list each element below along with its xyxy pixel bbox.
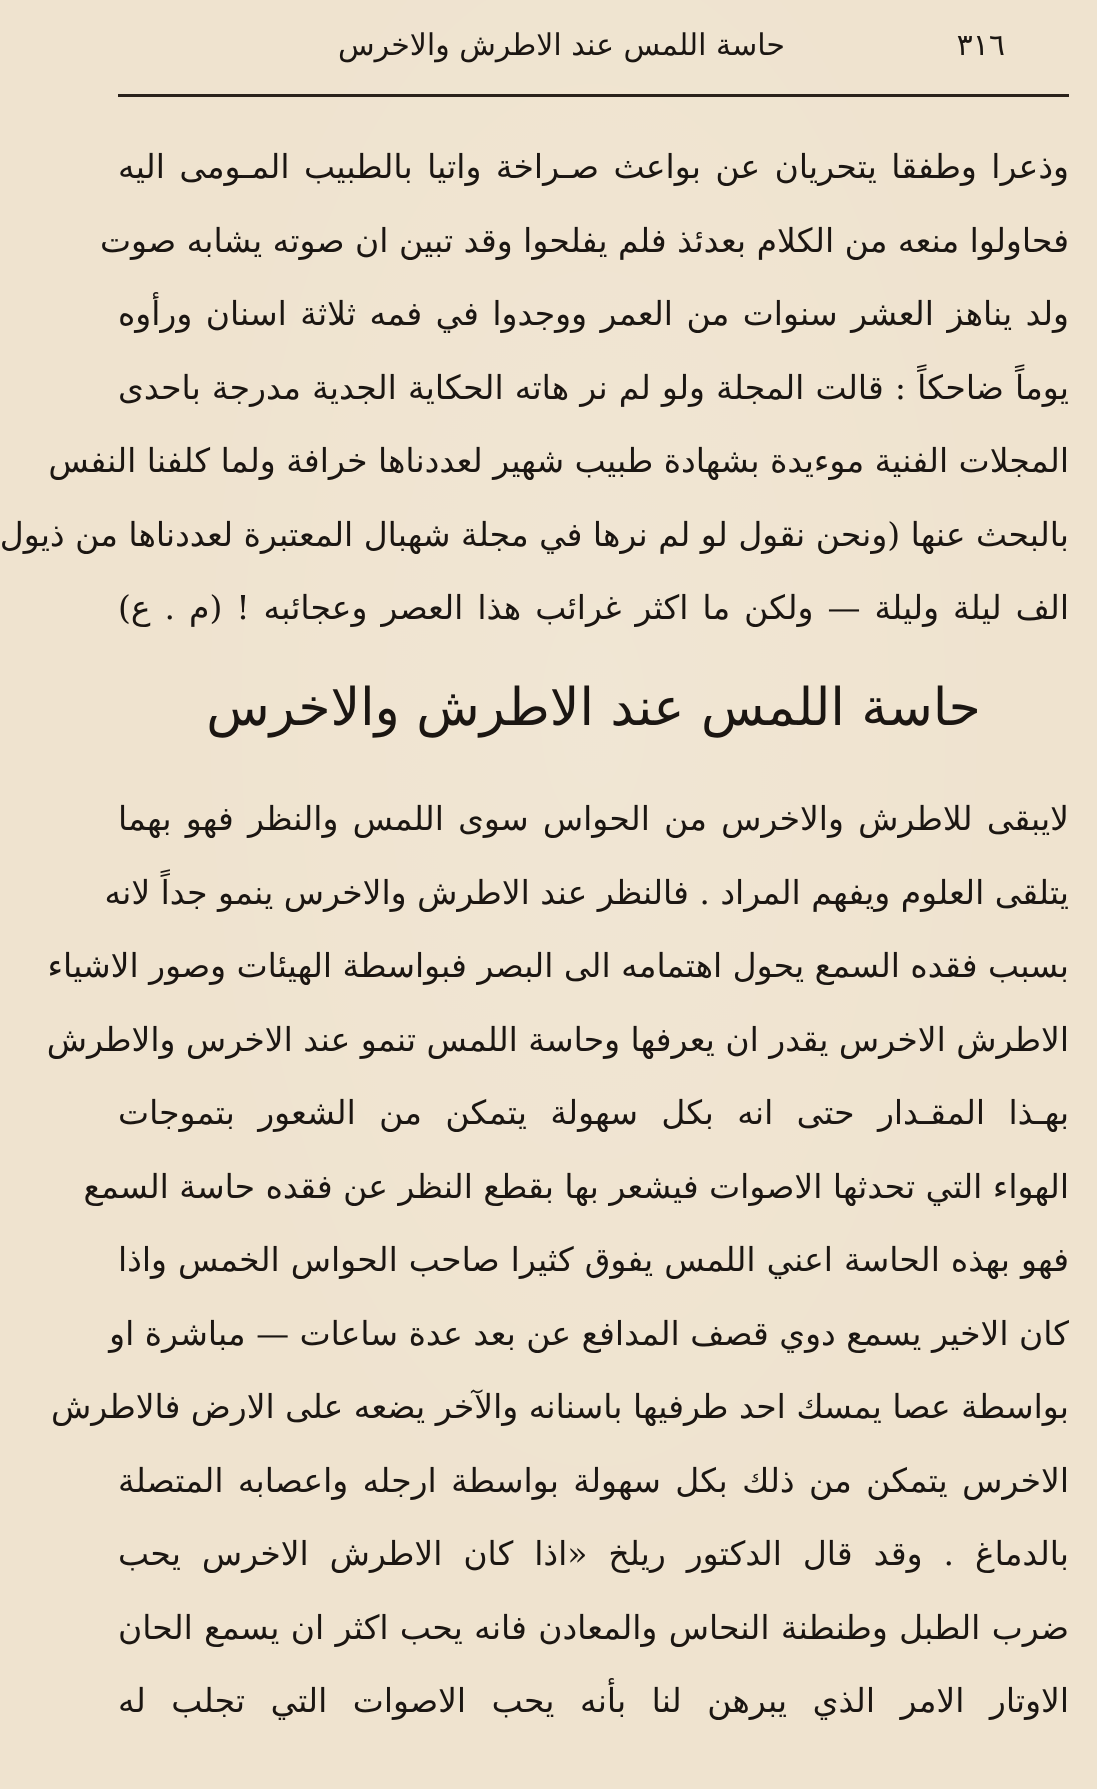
- section-paragraph: [46, 782, 1069, 1738]
- top-paragraph: [0, 130, 1069, 645]
- text-line: يتلقى العلوم ويفهم المراد . فالنظر عند الاطرش والاخرس ينمو جداً لانه: [104, 872, 1069, 912]
- text-line: الاخرس يتمكن من ذلك بكل سهولة بواسطة ارجله واعصابه المتصلة: [118, 1460, 1069, 1500]
- text-line: فحاولوا منعه من الكلام بعدئذ فلم يفلحوا وقد تبين ان صوته يشابه صوت: [99, 220, 1069, 260]
- page-number: ٣١٦: [956, 28, 1005, 63]
- text-line: بسبب فقده السمع يحول اهتمامه الى البصر فبواسطة الهيئات وصور الاشياء: [47, 946, 1069, 985]
- text-line: الهواء التي تحدثها الاصوات فيشعر بها بقطع النظر عن فقده حاسة السمع: [83, 1166, 1069, 1206]
- text-line: بهـذا المقـدار حتى انه بكل سهولة يتمكن من الشعور بتموجات: [118, 1093, 1069, 1132]
- text-line: ولد يناهز العشر سنوات من العمر ووجدوا في فمه ثلاثة اسنان ورأوه: [118, 294, 1069, 333]
- header-divider: [118, 94, 1069, 97]
- text-line: يوماً ضاحكاً : قالت المجلة ولو لم نر هاته الحكاية الجدية مدرجة باحدى: [118, 367, 1069, 407]
- text-line: بواسطة عصا يمسك احد طرفيها باسنانه والآخر يضعه على الارض فالاطرش: [50, 1387, 1069, 1426]
- text-line: الاطرش الاخرس يقدر ان يعرفها وحاسة اللمس تنمو عند الاخرس والاطرش: [46, 1019, 1069, 1059]
- text-line: الف ليلة وليلة — ولكن ما اكثر غرائب هذا العصر وعجائبه ! (م . ع): [118, 588, 1069, 627]
- text-line: وذعرا وطفقا يتحريان عن بواعث صـراخة واتيا بالطبيب المـومى اليه: [118, 147, 1069, 186]
- page-header: [118, 24, 1005, 74]
- text-line: الاوتار الامر الذي يبرهن لنا بأنه يحب الاصوات التي تجلب له: [118, 1681, 1069, 1720]
- text-line: ضرب الطبل وطنطنة النحاس والمعادن فانه يحب اكثر ان يسمع الحان: [118, 1607, 1069, 1647]
- running-title: حاسة اللمس عند الاطرش والاخرس: [338, 28, 785, 63]
- section-heading: حاسة اللمس عند الاطرش والاخرس: [206, 678, 981, 738]
- text-line: بالبحث عنها (ونحن نقول لو لم نرها في مجلة شهبال المعتبرة لعددناها من ذيول: [0, 514, 1069, 554]
- text-line: بالدماغ . وقد قال الدكتور ريلخ «اذا كان الاطرش الاخرس يحب: [118, 1534, 1069, 1573]
- text-line: كان الاخير يسمع دوي قصف المدافع عن بعد عدة ساعات — مباشرة او: [109, 1313, 1069, 1353]
- text-line: لايبقى للاطرش والاخرس من الحواس سوى اللمس والنظر فهو بهما: [118, 799, 1069, 838]
- text-line: فهو بهذه الحاسة اعني اللمس يفوق كثيرا صاحب الحواس الخمس واذا: [118, 1240, 1069, 1279]
- text-line: المجلات الفنية موءيدة بشهادة طبيب شهير لعددناها خرافة ولما كلفنا النفس: [48, 441, 1069, 480]
